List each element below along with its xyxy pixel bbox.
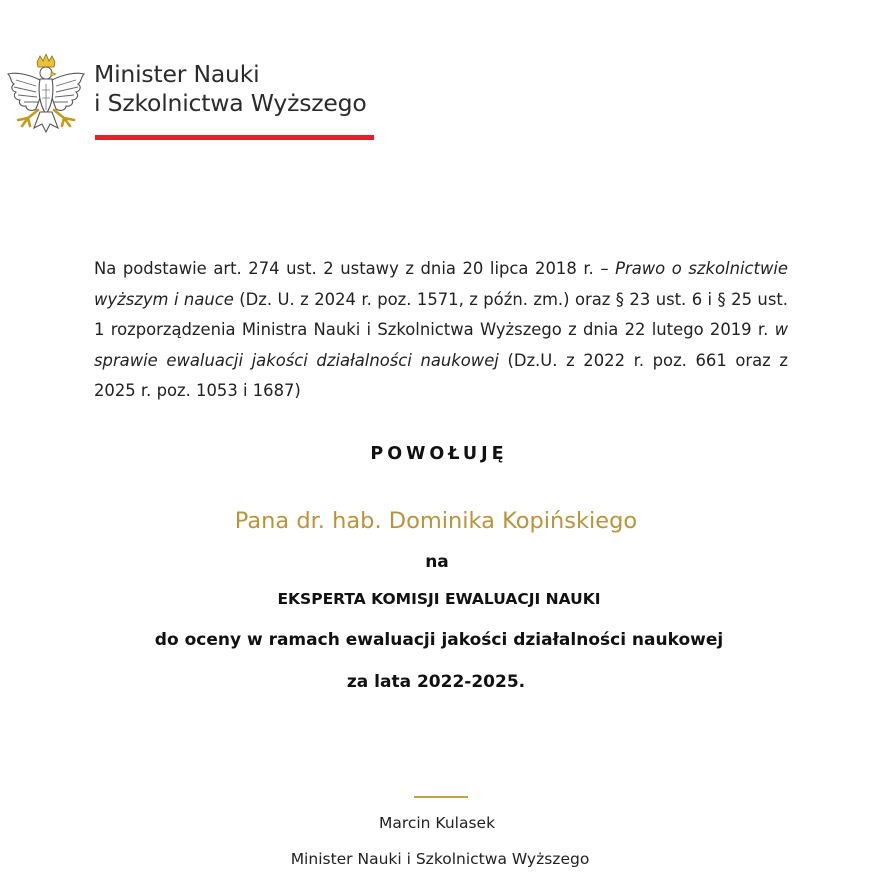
legal-basis-text-2: (Dz. U. z 2024 r. poz. 1571, z późn. zm.) oraz § 23 ust. 6 i § 25 ust. 1 rozporządzenia Ministra Nauki i Szkolnictwa Wyższego z dnia 22 lutego 2019 r. — [94, 289, 788, 339]
act-title: Prawo o szkolnictwie wyższym i nauce — [94, 259, 788, 309]
appointment-connector: na — [425, 552, 449, 572]
flag-stripe — [95, 135, 374, 140]
white-eagle-emblem-icon — [4, 54, 88, 142]
signer-name: Marcin Kulasek — [378, 814, 496, 832]
legal-basis-paragraph — [94, 254, 788, 407]
regulation-title: w sprawie ewaluacji jakości działalności naukowej — [94, 320, 788, 370]
ministry-name-line1: Minister Nauki — [94, 60, 260, 88]
ministry-name — [94, 60, 367, 118]
ministry-name-line2: i Szkolnictwa Wyższego — [94, 89, 367, 117]
appointee-name: Pana dr. hab. Dominika Kopińskiego — [234, 508, 638, 534]
signer-title: Minister Nauki i Szkolnictwa Wyższego — [290, 850, 590, 868]
ministry-header — [4, 54, 384, 146]
legal-basis-text-1: Na podstawie art. 274 ust. 2 ustawy z dnia 20 lipca 2018 r. – — [94, 259, 616, 278]
appointment-heading: POWOŁUJĘ — [370, 444, 508, 464]
appointment-scope: do oceny w ramach ewaluacji jakości działalności naukowej — [154, 630, 724, 650]
legal-basis-text-3: (Dz.U. z 2022 r. poz. 661 oraz z 2025 r. poz. 1053 i 1687) — [94, 350, 788, 400]
appointment-role: EKSPERTA KOMISJI EWALUACJI NAUKI — [277, 590, 601, 608]
signature-divider — [414, 796, 468, 798]
appointment-period: za lata 2022-2025. — [346, 672, 526, 692]
